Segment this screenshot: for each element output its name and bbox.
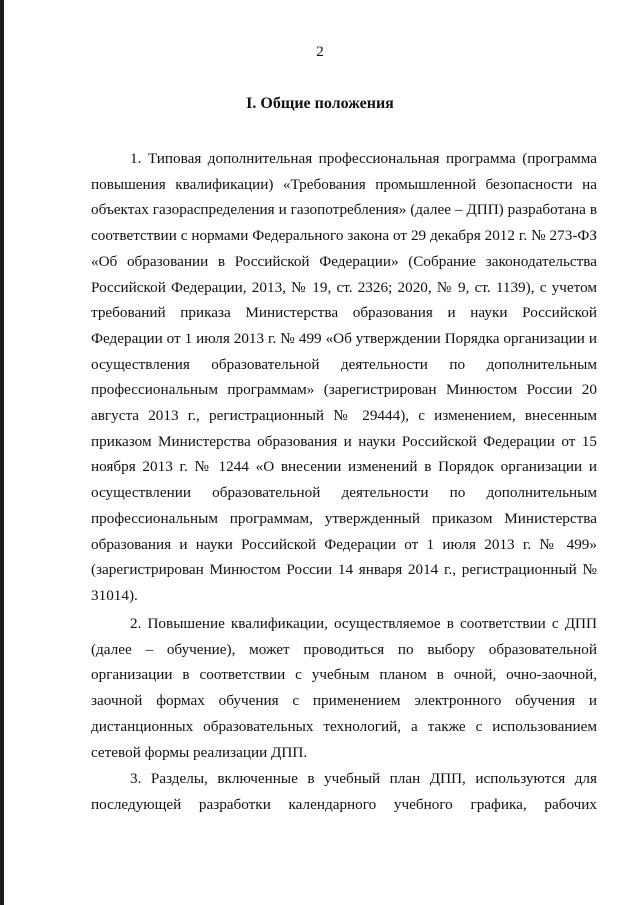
paragraph-2: 2. Повышение квалификации, осуществляемое в соответствии с ДПП (далее – обучение), может проводиться по выбору образовательной организации в соответствии с учебным планом в очной, очно-заочной, заочной формах обучения с применением электронного обучения и дистанционных образовательных технологий, а также с использованием сетевой формы реализации ДПП. — [91, 615, 597, 761]
paragraph-3: 3. Разделы, включенные в учебный план ДПП, используются для последующей разработки календарного учебного графика, рабочих — [91, 770, 597, 813]
page-number: 2 — [316, 44, 324, 60]
section-heading: I. Общие положения — [246, 95, 394, 112]
scan-edge — [0, 0, 4, 905]
paragraph-1: 1. Типовая дополнительная профессиональная программа (программа повышения квалификации) «Требования промышленной безопасности на объектах газораспределения и газопотребления» (далее – ДПП) разработана в соответствии с нормами Федерального закона от 29 декабря 2012 г. № 273-ФЗ «Об образовании в Российской Федерации» (Собрание законодательства Российской Федерации, 2013, № 19, ст. 2326; 2020, № 9, ст. 1139), с учетом требований приказа Министерства образования и науки Российской Федерации от 1 июля 2013 г. № 499 «Об утверждении Порядка организации и осуществления образовательной деятельности по дополнительным профессиональным программам» (зарегистрирован Минюстом России 20 августа 2013 г., регистрационный № 29444), с изменением, внесенным приказом Министерства образования и науки Российской Федерации от 15 ноября 2013 г. № 1244 «О внесении изменений в Порядок организации и осуществлении образовательной деятельности по дополнительным профессиональным программам, утвержденный приказом Министерства образования и науки Российской Федерации от 1 июля 2013 г. № 499» (зарегистрирован Минюстом России 14 января 2014 г., регистрационный № 31014). — [91, 150, 597, 604]
